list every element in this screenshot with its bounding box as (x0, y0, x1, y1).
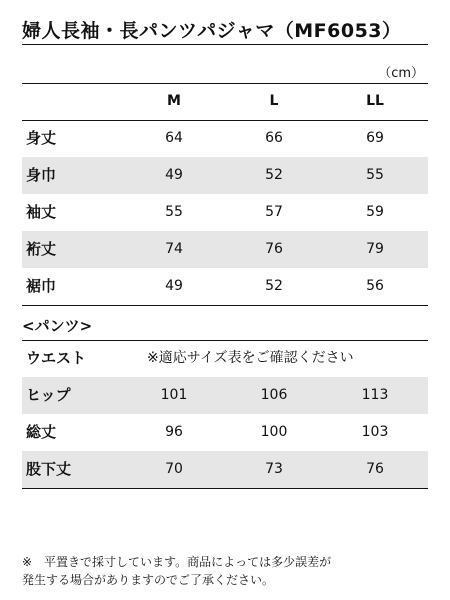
row-label: 裾巾 (26, 277, 57, 295)
pants-section-heading: <パンツ> (22, 317, 93, 335)
footnote: ※ 平置きで採寸しています。商品によっては多少誤差が 発生する場合がありますのでご了承ください。 (22, 555, 332, 587)
table-row (22, 268, 428, 305)
row-label: 股下丈 (26, 460, 72, 478)
row-label: 総丈 (26, 423, 57, 441)
size-header-row (22, 83, 428, 120)
table-cell: 76 (366, 461, 384, 477)
row-label: 身巾 (26, 166, 57, 184)
table-row (22, 194, 428, 231)
waist-note: ※適応サイズ表をご確認ください (147, 350, 354, 366)
table-cell: 49 (165, 167, 183, 183)
table-cell: 69 (366, 130, 384, 146)
pants-table-bottom-rule (22, 488, 428, 489)
table-row (22, 157, 428, 194)
row-label: 身丈 (26, 129, 57, 147)
table-cell: 52 (265, 278, 283, 294)
table-cell: 103 (361, 424, 389, 440)
row-label: 裄丈 (26, 240, 57, 258)
title-underline (22, 44, 428, 45)
table-cell: 73 (265, 461, 283, 477)
size-header-l: L (269, 93, 279, 109)
table-row (22, 120, 428, 157)
waist-row (22, 340, 428, 377)
table-cell: 106 (260, 387, 288, 403)
unit-label: （cm） (378, 66, 424, 81)
table-cell: 76 (265, 241, 283, 257)
table-cell: 101 (160, 387, 188, 403)
row-label: ヒップ (26, 386, 71, 404)
table-cell: 57 (265, 204, 283, 220)
table-cell: 56 (366, 278, 384, 294)
size-header-ll: LL (366, 93, 384, 109)
table-row (22, 414, 428, 451)
table-cell: 79 (366, 241, 384, 257)
page-title: 婦人長袖・長パンツパジャマ（MF6053） (22, 20, 402, 42)
table-bottom-rule (22, 305, 428, 306)
table-row (22, 231, 428, 268)
table-cell: 49 (165, 278, 183, 294)
table-cell: 64 (165, 130, 183, 146)
table-cell: 96 (165, 424, 183, 440)
row-label: 袖丈 (26, 203, 57, 221)
size-header-m: M (167, 93, 181, 109)
table-cell: 55 (366, 167, 384, 183)
row-label: ウエスト (26, 349, 87, 367)
table-cell: 59 (366, 204, 384, 220)
table-cell: 55 (165, 204, 183, 220)
table-cell: 66 (265, 130, 283, 146)
table-cell: 100 (260, 424, 288, 440)
table-row (22, 377, 428, 414)
table-row (22, 451, 428, 488)
table-cell: 52 (265, 167, 283, 183)
table-cell: 113 (361, 387, 389, 403)
table-cell: 70 (165, 461, 183, 477)
table-cell: 74 (165, 241, 183, 257)
